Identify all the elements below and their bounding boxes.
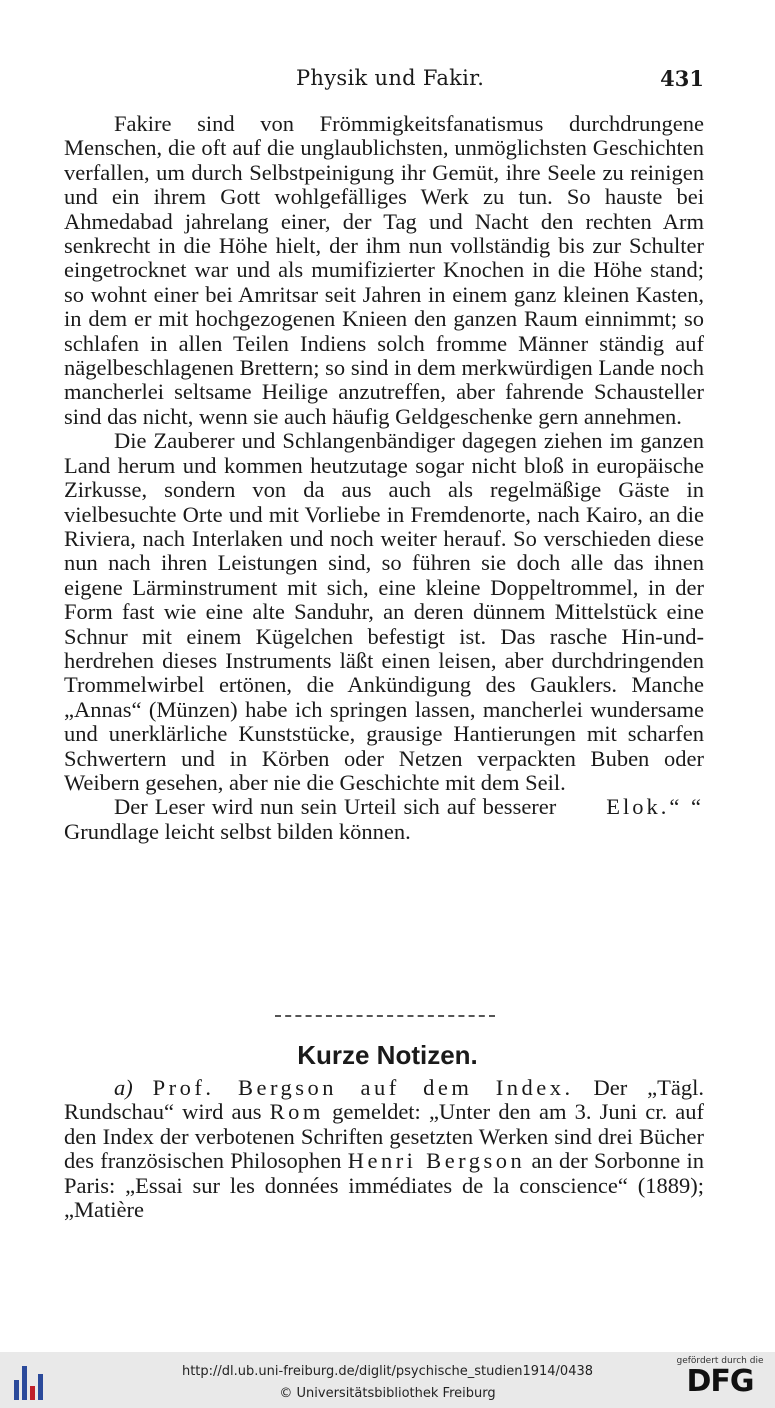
viewer-footer xyxy=(0,1352,775,1408)
note-person: Henri Bergson xyxy=(347,1148,526,1174)
note-text-2: gemeldet: „Unter den am 3. Juni cr. auf den Index der verbotenen Schriften gesetzten Werken sind drei Bücher des französischen Philosophen xyxy=(64,1099,705,1174)
copyright-text: © Universitätsbibliothek Freiburg xyxy=(279,1386,496,1401)
note-a xyxy=(64,1076,704,1222)
note-city: Rom xyxy=(269,1099,324,1125)
source-url-link[interactable]: http://dl.ub.uni-freiburg.de/diglit/psychische_studien1914/0438 xyxy=(181,1364,594,1379)
page-number: 431 xyxy=(660,66,704,91)
article-body xyxy=(64,112,704,844)
note-text-3: an der Sorbonne in Paris: „Essai sur les données immédiates de la conscience“ (1889); „Matière xyxy=(64,1148,704,1223)
signature: Elok.“ “ xyxy=(606,794,704,820)
dfg-logo xyxy=(675,1356,765,1404)
running-title: Physik und Fakir. xyxy=(296,66,485,90)
section-heading: Kurze Notizen. xyxy=(297,1040,478,1070)
paragraph-fakirs: Fakire sind von Frömmigkeitsfanatismus durchdrungene Menschen, die oft auf die unglaublichsten, unmöglichsten Geschichten verfallen, um durch Selbstpeinigung ihr Gemüt, ihre Seele zu reinigen und ein ihrem Gott wohlgefälliges Werk zu tun. So hauste bei Ahmedabad jahrelang einer, der Tag und Nacht den rechten Arm senkrecht in die Höhe hielt, der ihm nun vollständig bis zur Schulter eingetrocknet war und als mumifizierter Knochen in die Höhe stand; so wohnt einer bei Amritsar seit Jahren in einem ganz kleinen Kasten, in dem er mit hochgezogenen Knieen den ganzen Raum einnimmt; so schlafen in allen Teilen Indiens solch fromme Männer ständig auf nägelbeschlagenen Brettern; so sind in dem merkwürdigen Lande noch mancherlei seltsame Heilige anzutreffen, aber fahrende Schausteller sind das nicht, wenn sie auch häufig Geldgeschenke gern annehmen. xyxy=(64,111,704,429)
note-heading: Prof. Bergson auf dem Index. xyxy=(152,1075,574,1100)
note-text-1: Der „Tägl. Rundschau“ wird aus xyxy=(64,1075,705,1125)
note-label: a) xyxy=(114,1075,133,1100)
dfg-wordmark: DFG xyxy=(686,1364,754,1399)
notes-body xyxy=(64,1076,704,1222)
section-divider xyxy=(275,1015,495,1019)
running-header xyxy=(64,66,704,96)
paragraph-magicians-text: Die Zauberer und Schlangenbändiger dagegen ziehen im ganzen Land herum und kommen heutzutage sogar nicht bloß in europäische Zirkusse, sondern von da aus auch als regelmäßige Gäste in vielbesuchte Orte und mit Vorliebe in Fremdenorte, nach Kairo, an die Riviera, nach Interlaken und noch weiter herauf. So verschieden diese nun nach ihren Leistungen sind, so führen sie doch alle das ihnen eigene Lärminstrument mit sich, eine kleine Doppeltrommel, in der Form fast wie eine alte Sanduhr, an deren dünnem Mittelstück eine Schnur mit einem Kügelchen befestigt ist. Das rasche Hin-und-herdrehen dieses Instruments läßt einen leisen, aber durchdringenden Trommelwirbel ertönen, die Ankündigung des Gauklers. Manche „Annas“ (Münzen) habe ich springen lassen, mancherlei wundersame und unerklärliche Kunststücke, grausige Hantierungen mit scharfen Schwertern und in Körben oder Netzen verpackten Buben oder Weibern gesehen, aber nie die Geschichte mit dem Seil. xyxy=(64,428,704,795)
funder-caption: gefördert durch die xyxy=(676,1356,764,1366)
paragraph-reader: Der Leser wird nun sein Urteil sich auf besserer Grundlage leicht selbst bilden können. xyxy=(64,794,557,844)
